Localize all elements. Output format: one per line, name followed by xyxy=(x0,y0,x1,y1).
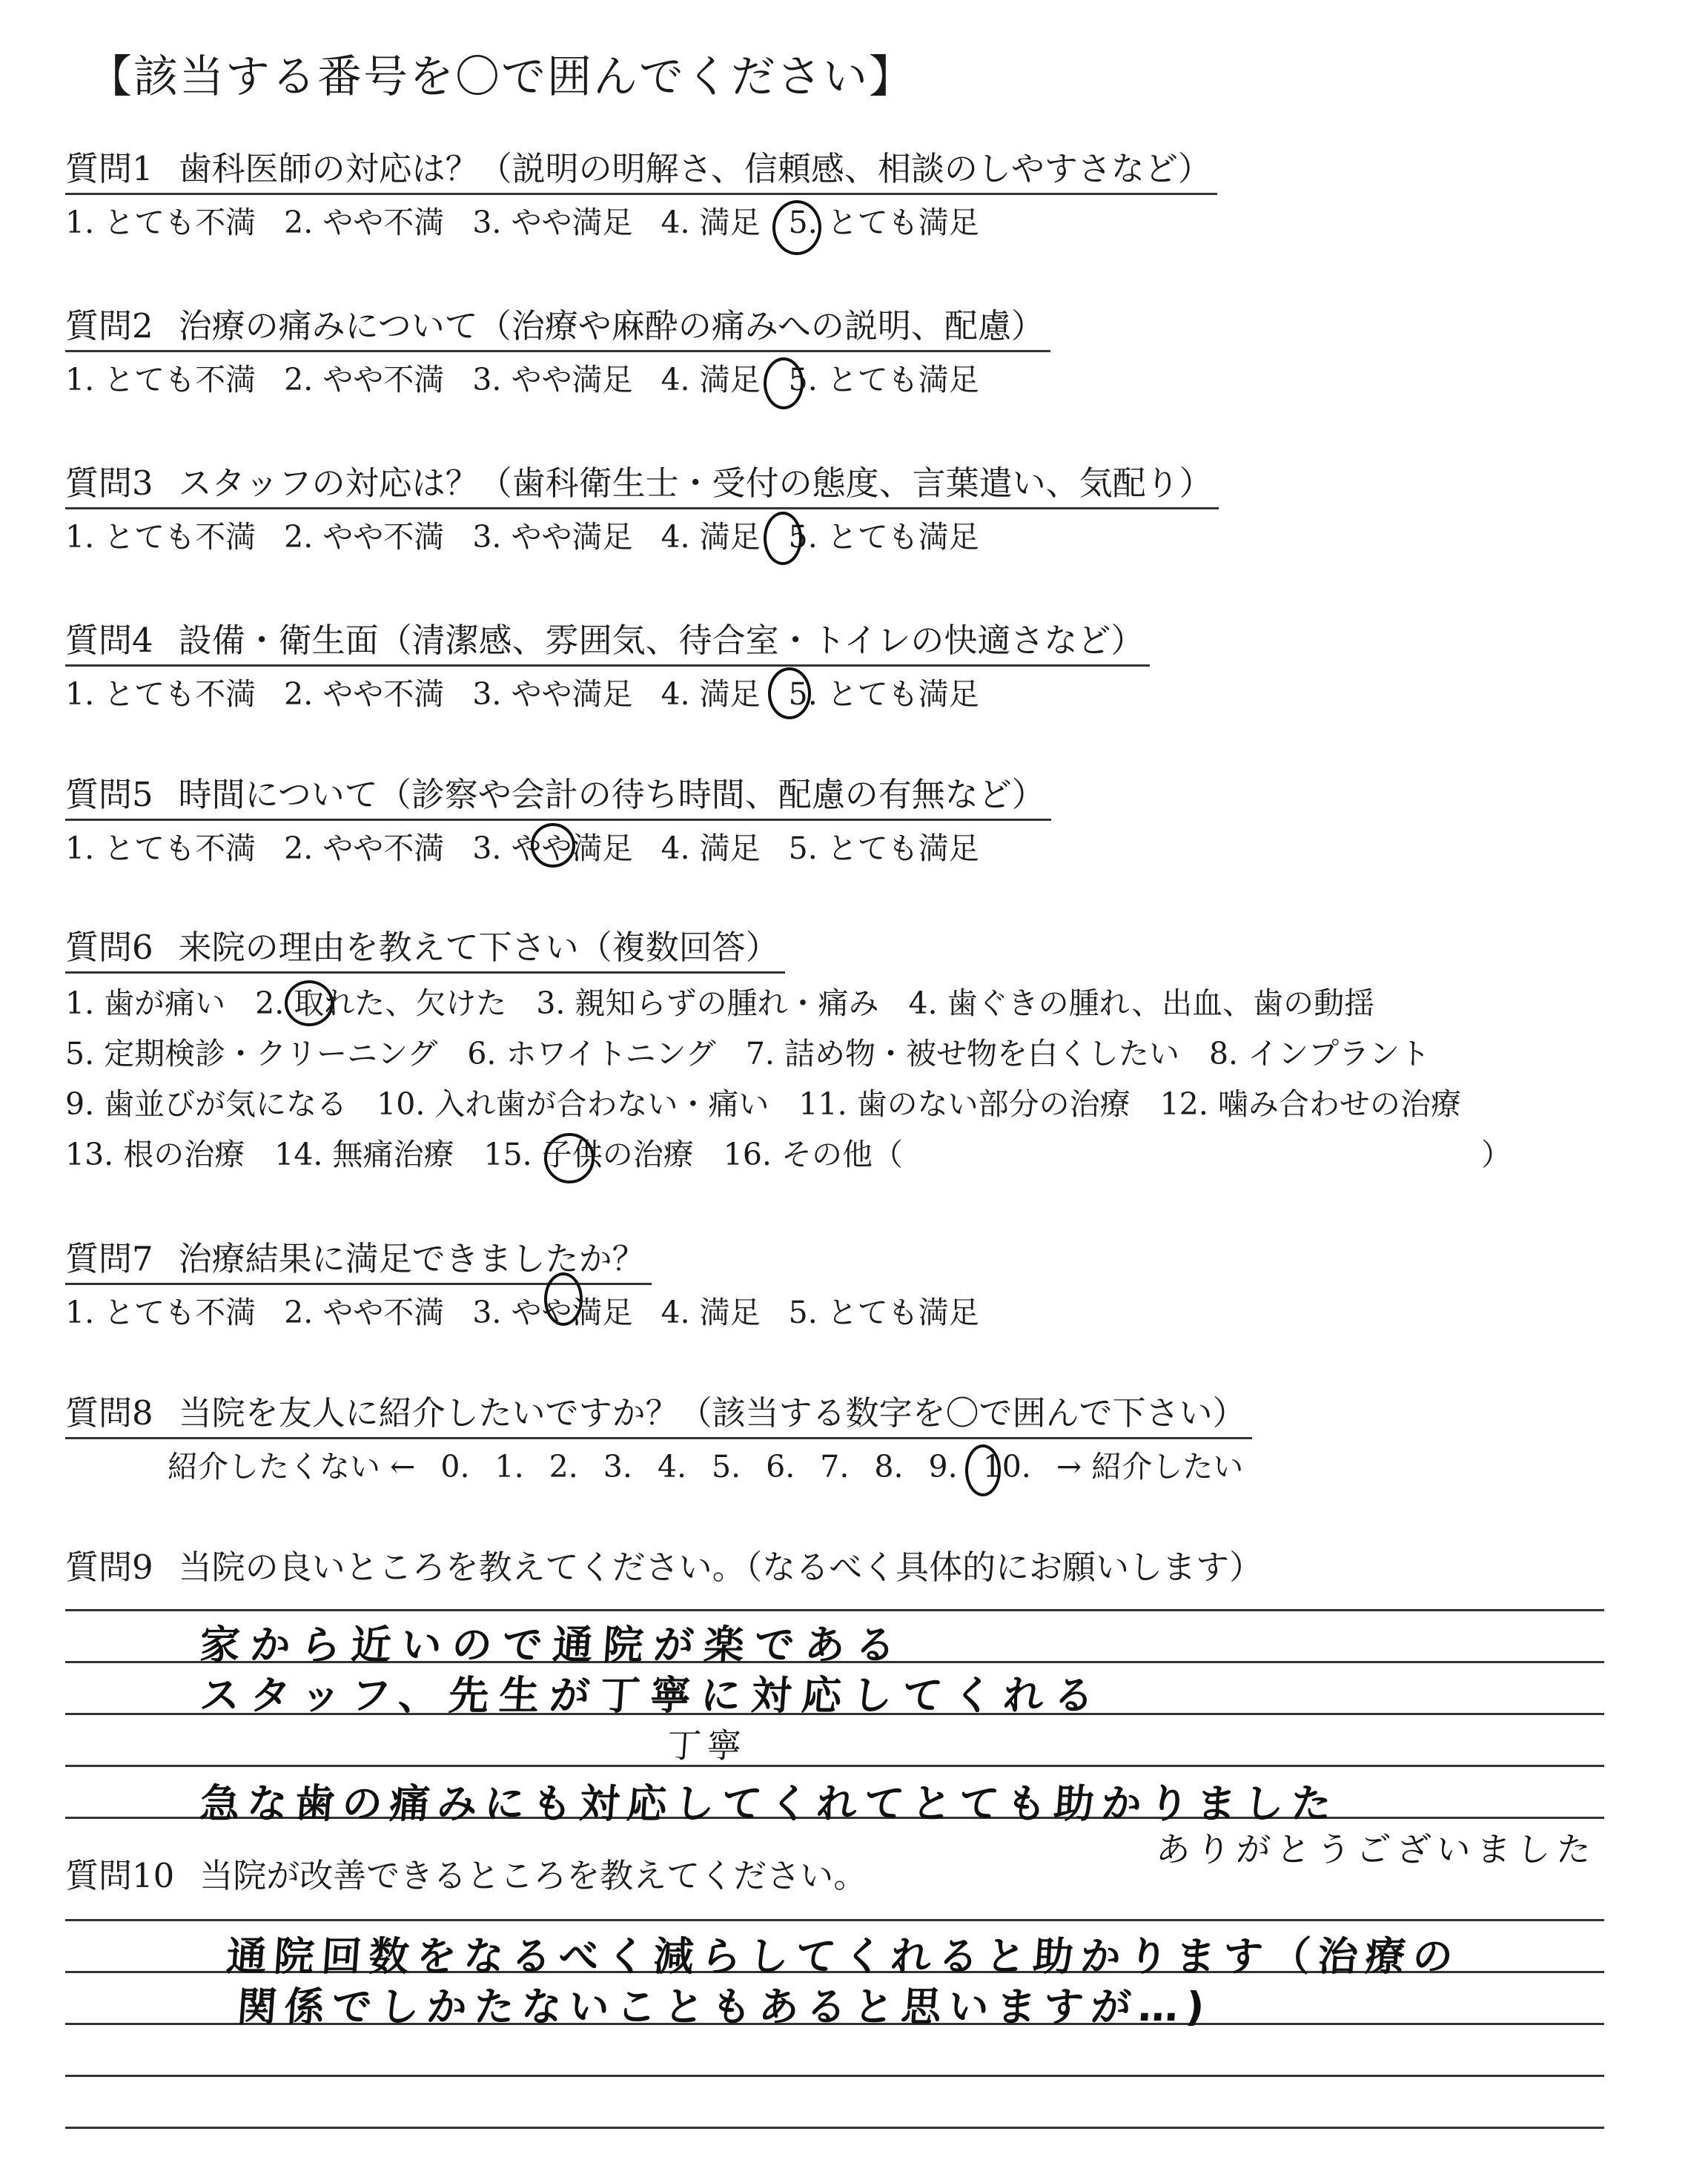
option-5[interactable]: 5. とても満足 xyxy=(788,1295,979,1330)
question-6 xyxy=(65,924,1541,1180)
option-4[interactable]: 4. 満足 xyxy=(661,1295,761,1330)
answer-circle xyxy=(764,512,802,565)
question-10 xyxy=(65,1852,867,1900)
reason-8[interactable]: 8. インプラント xyxy=(1208,1036,1431,1071)
question-10-title xyxy=(65,1852,867,1900)
handwritten-correction: 丁寧 xyxy=(665,1725,749,1766)
option-3[interactable]: 3. やや満足 xyxy=(472,205,633,240)
question-number: 質問7 xyxy=(65,1239,153,1278)
rating-options xyxy=(65,357,1050,403)
rating-options xyxy=(65,671,1150,717)
scale-value[interactable]: 4. xyxy=(657,1449,687,1484)
question-text: スタッフの対応は？（歯科衛生士・受付の態度、言葉遣い、気配り） xyxy=(178,463,1213,503)
reason-11[interactable]: 11. 歯のない部分の治療 xyxy=(798,1086,1131,1122)
option-1[interactable]: 1. とても不満 xyxy=(65,1295,256,1330)
scale-value[interactable]: 8. xyxy=(874,1449,904,1484)
answer-circle xyxy=(285,980,334,1026)
scale-value[interactable]: 5. xyxy=(712,1449,741,1484)
scale-value[interactable]: 0. xyxy=(440,1449,470,1484)
question-number: 質問3 xyxy=(65,463,153,503)
reason-1[interactable]: 1. 歯が痛い xyxy=(65,985,226,1021)
scale-value[interactable]: 6. xyxy=(766,1449,795,1484)
question-number: 質問1 xyxy=(65,149,153,188)
scale-value[interactable]: 3. xyxy=(603,1449,632,1484)
question-number: 質問4 xyxy=(65,621,153,660)
handwritten-answer: スタッフ、先生が丁寧に対応してくれる xyxy=(198,1672,1106,1719)
question-2 xyxy=(65,303,1050,403)
answer-circle xyxy=(531,823,575,868)
question-text: 時間について（診察や会計の待ち時間、配慮の有無など） xyxy=(178,775,1045,814)
scale-value[interactable]: 1. xyxy=(494,1449,524,1484)
question-text: 設備・衛生面（清潔感、雰囲気、待合室・トイレの快適さなど） xyxy=(178,621,1145,660)
option-3[interactable]: 3. やや満足 xyxy=(472,362,633,397)
option-2[interactable]: 2. やや不満 xyxy=(284,1295,445,1330)
question-7 xyxy=(65,1235,1007,1335)
handwritten-answer: 通院回数をなるべく減らしてくれると助かります（治療の xyxy=(225,1933,1462,1980)
question-number: 質問5 xyxy=(65,775,153,814)
reason-12[interactable]: 12. 噛み合わせの治療 xyxy=(1159,1086,1461,1122)
question-6-title xyxy=(65,924,785,974)
question-3-title xyxy=(65,460,1219,509)
other-close-paren: ） xyxy=(1481,1137,1512,1172)
reason-2[interactable]: 2. 取れた、欠けた xyxy=(255,985,507,1021)
option-4[interactable]: 4. 満足 xyxy=(661,830,761,866)
answer-line xyxy=(65,1919,1604,1921)
question-1 xyxy=(65,145,1217,245)
option-1[interactable]: 1. とても不満 xyxy=(65,205,256,240)
question-number: 質問9 xyxy=(65,1548,153,1587)
reason-4[interactable]: 4. 歯ぐきの腫れ、出血、歯の動揺 xyxy=(908,985,1375,1021)
option-4[interactable]: 4. 満足 xyxy=(661,676,761,712)
question-text: 歯科医師の対応は？（説明の明解さ、信頼感、相談のしやすさなど） xyxy=(178,149,1211,188)
reason-16[interactable]: 16. その他（ xyxy=(723,1137,903,1172)
question-text: 来院の理由を教えて下さい（複数回答） xyxy=(178,928,779,967)
reason-row xyxy=(65,1028,1541,1079)
reason-7[interactable]: 7. 詰め物・被せ物を白くしたい xyxy=(745,1036,1179,1071)
option-5[interactable]: 5. とても満足 xyxy=(788,362,979,397)
reason-row xyxy=(65,1079,1541,1129)
question-number: 質問8 xyxy=(65,1393,153,1433)
handwritten-answer: 関係でしかたないこともあると思いますが…) xyxy=(235,1984,1214,2030)
answer-circle xyxy=(764,357,804,409)
question-4-title xyxy=(65,617,1150,667)
option-2[interactable]: 2. やや不満 xyxy=(284,205,445,240)
option-2[interactable]: 2. やや不満 xyxy=(284,519,445,555)
answer-circle xyxy=(772,200,821,255)
rating-options xyxy=(65,199,1217,245)
handwritten-answer: 急な歯の痛みにも対応してくれてとても助かりました xyxy=(198,1780,1340,1827)
question-number: 質問2 xyxy=(65,306,153,346)
option-5[interactable]: 5. とても満足 xyxy=(788,676,979,712)
answer-circle xyxy=(544,1272,583,1326)
question-8-title xyxy=(65,1390,1252,1439)
question-2-title xyxy=(65,303,1050,352)
form-heading: 【該当する番号を〇で囲んでください】 xyxy=(87,51,915,103)
reason-row xyxy=(65,1129,1541,1180)
rating-options xyxy=(65,514,1219,560)
option-4[interactable]: 4. 満足 xyxy=(661,519,761,555)
question-9-title xyxy=(65,1544,1262,1591)
reason-9[interactable]: 9. 歯並びが気になる xyxy=(65,1086,348,1122)
reason-10[interactable]: 10. 入れ歯が合わない・痛い xyxy=(377,1086,769,1122)
scale-value[interactable]: 2. xyxy=(549,1449,578,1484)
option-5[interactable]: 5. とても満足 xyxy=(788,830,979,866)
answer-circle xyxy=(768,667,811,719)
reason-5[interactable]: 5. 定期検診・クリーニング xyxy=(65,1036,438,1071)
question-5-title xyxy=(65,771,1051,821)
question-1-title xyxy=(65,145,1217,195)
question-4 xyxy=(65,617,1150,717)
scale-right-label: → 紹介したい xyxy=(1056,1449,1244,1484)
option-3[interactable]: 3. やや満足 xyxy=(472,830,633,866)
question-text: 治療の痛みについて（治療や麻酔の痛みへの説明、配慮） xyxy=(178,306,1045,346)
scale-value[interactable]: 10. xyxy=(982,1449,1031,1484)
answer-circle xyxy=(965,1444,1001,1496)
option-4[interactable]: 4. 満足 xyxy=(661,205,761,240)
option-3[interactable]: 3. やや満足 xyxy=(472,1295,633,1330)
question-3 xyxy=(65,460,1219,560)
handwritten-thanks: ありがとうございました xyxy=(1154,1829,1598,1869)
question-text: 治療結果に満足できましたか？ xyxy=(178,1239,646,1278)
reason-14[interactable]: 14. 無痛治療 xyxy=(274,1137,454,1172)
reason-6[interactable]: 6. ホワイトニング xyxy=(467,1036,716,1071)
reason-3[interactable]: 3. 親知らずの腫れ・痛み xyxy=(536,985,879,1021)
answer-line xyxy=(65,2075,1604,2077)
scale-value[interactable]: 9. xyxy=(928,1449,958,1484)
answer-circle xyxy=(544,1133,595,1183)
reason-15[interactable]: 15. 子供の治療 xyxy=(483,1137,694,1172)
answer-line xyxy=(65,2127,1604,2129)
option-5[interactable]: 5. とても満足 xyxy=(788,519,979,555)
option-2[interactable]: 2. やや不満 xyxy=(284,362,445,397)
scale-left-label: 紹介したくない ← xyxy=(168,1449,416,1484)
option-2[interactable]: 2. やや不満 xyxy=(284,830,445,866)
option-3[interactable]: 3. やや満足 xyxy=(472,519,633,555)
question-text: 当院の良いところを教えてください。（なるべく具体的にお願いします） xyxy=(178,1548,1263,1587)
option-1[interactable]: 1. とても不満 xyxy=(65,362,256,397)
recommend-scale xyxy=(65,1444,1268,1490)
answer-line xyxy=(65,1765,1604,1767)
option-1[interactable]: 1. とても不満 xyxy=(65,830,256,866)
option-2[interactable]: 2. やや不満 xyxy=(284,676,445,712)
question-number: 質問6 xyxy=(65,928,153,967)
reason-13[interactable]: 13. 根の治療 xyxy=(65,1137,245,1172)
question-8 xyxy=(65,1390,1268,1490)
question-text: 当院が改善できるところを教えてください。 xyxy=(199,1856,867,1895)
option-4[interactable]: 4. 満足 xyxy=(661,362,761,397)
question-9 xyxy=(65,1544,1262,1591)
question-text: 当院を友人に紹介したいですか？（該当する数字を〇で囲んで下さい） xyxy=(178,1393,1246,1433)
option-1[interactable]: 1. とても不満 xyxy=(65,676,256,712)
option-1[interactable]: 1. とても不満 xyxy=(65,519,256,555)
handwritten-answer: 家から近いので通院が楽である xyxy=(198,1622,907,1668)
answer-line xyxy=(65,1609,1604,1611)
scale-value[interactable]: 7. xyxy=(820,1449,850,1484)
question-number: 質問10 xyxy=(65,1856,175,1895)
rating-options xyxy=(65,1289,1007,1335)
option-3[interactable]: 3. やや満足 xyxy=(472,676,633,712)
option-5[interactable]: 5. とても満足 xyxy=(788,205,979,240)
